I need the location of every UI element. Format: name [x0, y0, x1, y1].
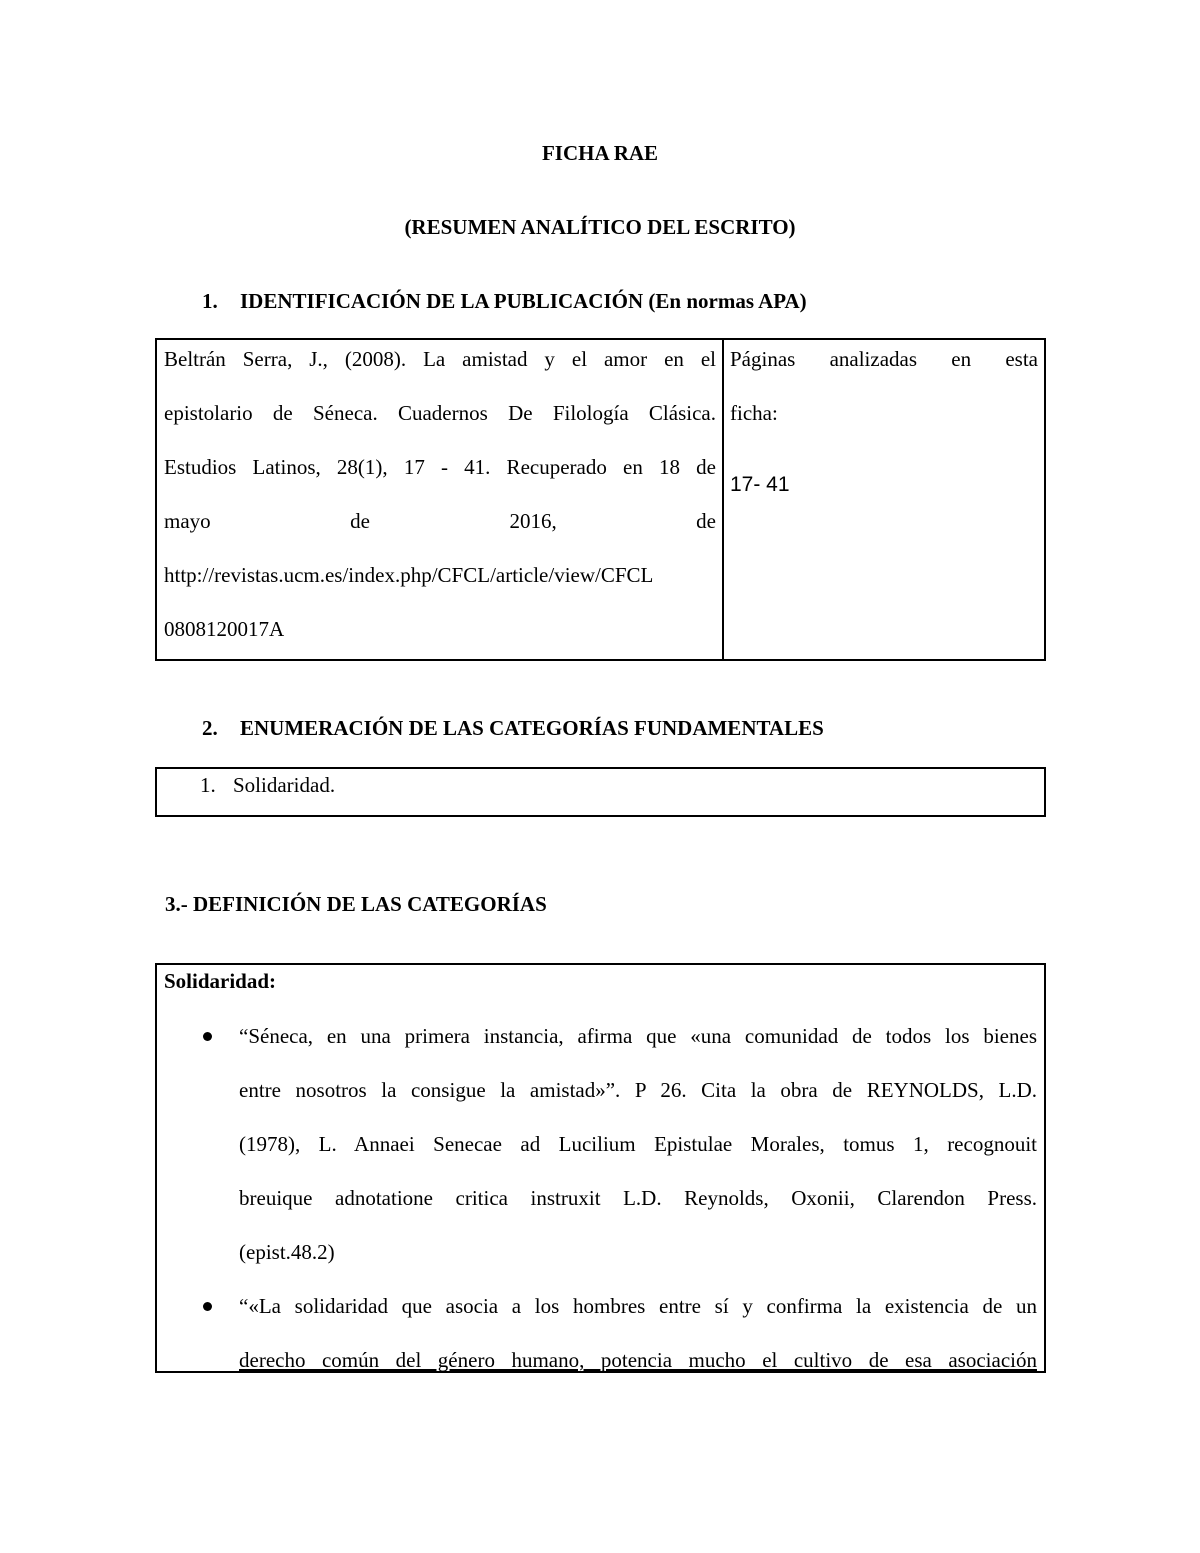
- section1-heading: [202, 289, 807, 314]
- category-item: [200, 773, 335, 798]
- section1-number: 1.: [202, 289, 218, 313]
- citation-url-line: http://revistas.ucm.es/index.php/CFCL/article/view/CFCL: [164, 563, 654, 587]
- citation-line: Beltrán Serra, J., (2008). La amistad y el amor en el: [164, 347, 716, 371]
- citation-line: 0808120017A: [164, 617, 285, 641]
- bullet-icon: [203, 1302, 212, 1311]
- pages-cell: [730, 332, 1038, 440]
- definition-line: (epist.48.2): [239, 1240, 335, 1264]
- definition-line: “Séneca, en una primera instancia, afirma que «una comunidad de todos los bienes: [239, 1024, 1037, 1048]
- section1-heading-text: IDENTIFICACIÓN DE LA PUBLICACIÓN (En normas APA): [240, 289, 807, 313]
- definitions-box: [155, 963, 1046, 1373]
- definition-bullet: [239, 1279, 1037, 1373]
- pages-label-line: ficha:: [730, 401, 778, 425]
- section2-heading: [202, 716, 824, 741]
- table-column-divider: [722, 340, 724, 659]
- pages-label-line: Páginas analizadas en esta: [730, 347, 1038, 371]
- definition-line: derecho común del género humano, potencia mucho el cultivo de esa asociación: [239, 1348, 1037, 1372]
- categories-list-box: [155, 767, 1046, 817]
- document-title: FICHA RAE: [541, 141, 659, 165]
- definition-line: entre nosotros la consigue la amistad»”. P 26. Cita la obra de REYNOLDS, L.D.: [239, 1078, 1037, 1102]
- pages-value: 17- 41: [730, 473, 790, 496]
- citation-line: mayo de 2016, de: [164, 509, 716, 533]
- category-title: Solidaridad:: [164, 969, 277, 993]
- citation-cell: [164, 332, 716, 656]
- citation-line: Estudios Latinos, 28(1), 17 - 41. Recuperado en 18 de: [164, 455, 716, 479]
- bullet-icon: [203, 1032, 212, 1041]
- definition-line: breuique adnotatione critica instruxit L.D. Reynolds, Oxonii, Clarendon Press.: [239, 1186, 1037, 1210]
- section2-heading-text: ENUMERACIÓN DE LAS CATEGORÍAS FUNDAMENTALES: [240, 716, 824, 740]
- identification-table: [155, 338, 1046, 661]
- definition-bullet: [239, 1009, 1037, 1279]
- section2-number: 2.: [202, 716, 218, 740]
- definition-line: (1978), L. Annaei Senecae ad Lucilium Epistulae Morales, tomus 1, recognouit: [239, 1132, 1037, 1156]
- category-item-number: 1.: [200, 773, 216, 797]
- citation-line: epistolario de Séneca. Cuadernos De Filología Clásica.: [164, 401, 716, 425]
- document-subtitle: (RESUMEN ANALÍTICO DEL ESCRITO): [404, 215, 796, 239]
- section3-heading: 3.- DEFINICIÓN DE LAS CATEGORÍAS: [165, 892, 547, 916]
- definition-line: “«La solidaridad que asocia a los hombres entre sí y confirma la existencia de un: [239, 1294, 1037, 1318]
- category-item-label: Solidaridad.: [233, 773, 336, 797]
